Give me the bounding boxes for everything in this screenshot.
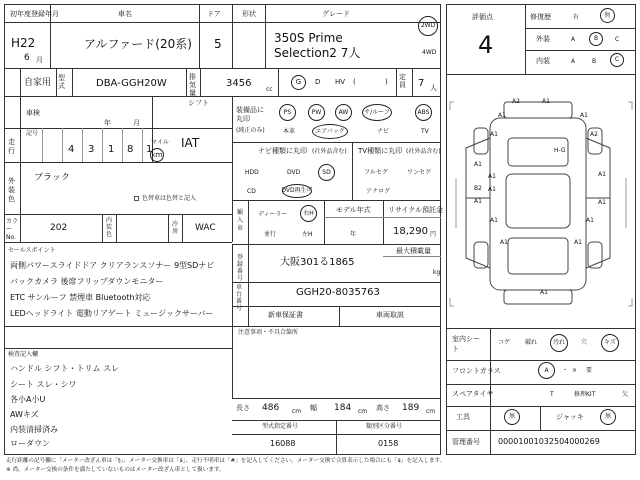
option-tv: TV [421, 128, 429, 135]
capacity-value: 7 [418, 78, 425, 89]
color-value: ブラック [34, 173, 70, 183]
option-airbag: エアバック [312, 124, 348, 139]
navi-cd: CD [247, 188, 256, 195]
grade-a: A [571, 58, 576, 65]
displacement-label: 排気量 [189, 73, 196, 97]
reg-era-year: H22 [11, 36, 36, 50]
height-value: 189 [402, 403, 420, 413]
spare-kit: 修理KIT [574, 391, 596, 398]
shift-value: IAT [181, 136, 200, 150]
displacement-value: 3456 [226, 78, 252, 89]
footer-note: 走行距離の記号欄に「メーター改ざん車は「§」、メーター交換車は「$」、走行不明車は「#」を記入してください。メーター交換で合算表示した場合にも「$」を記入します。 [6, 458, 446, 464]
damage-mark: A1 [490, 217, 498, 224]
reg-date-label: 初年度登録年月 [10, 10, 59, 18]
seat-tear: 破れ [525, 339, 538, 346]
inspection-label: 車検 [26, 109, 40, 117]
seat-scratch: キズ [601, 334, 619, 352]
notes-label: 注意事項・不具合箇所 [238, 329, 299, 336]
repair-yes: 有 [573, 14, 580, 21]
spare-t: T [550, 391, 554, 398]
repair-history-label: 修復歴 [530, 13, 551, 21]
damage-mark: A1 [598, 199, 606, 206]
mileage-unit-mile: マイル [151, 139, 169, 146]
length-label: 長さ [236, 404, 250, 412]
damage-mark: A1 [488, 186, 496, 193]
height-label: 高さ [376, 404, 390, 412]
tv-title: TV種類に丸印 [358, 147, 403, 155]
width-unit: cm [358, 408, 368, 415]
option-pw: PW [308, 104, 325, 121]
tools-label: 工具 [456, 413, 470, 421]
exterior-grade-b: B [589, 32, 603, 46]
spare-tire-label: スペアタイヤ [452, 390, 494, 398]
inspection-note-line: 内装清掃済み [10, 425, 58, 434]
damage-mark: A1 [474, 161, 482, 168]
mileage-unit-km: km [150, 148, 164, 162]
doors-label: ドア [207, 10, 221, 18]
sales-points-label: セールスポイント [8, 247, 56, 254]
model-code: DBA-GGH20W [96, 78, 167, 89]
damage-mark: A2 [512, 98, 520, 105]
grade-label: グレード [322, 10, 350, 18]
mileage-digit: 1 [108, 144, 115, 155]
inspection-note-line: ハンドル シフト・トリム スレ [10, 364, 120, 373]
damage-mark: B2 [474, 185, 482, 192]
option-navi: ナビ [377, 128, 390, 135]
option-abs: ABS [415, 104, 432, 121]
manual-label: 車両取説 [376, 311, 404, 319]
damage-mark: A1 [490, 131, 498, 138]
exterior-grade-label: 外装 [536, 35, 550, 43]
windshield-a: A [538, 362, 555, 379]
width-label: 幅 [310, 404, 317, 412]
inspection-note-line: AWキズ [10, 410, 39, 419]
damage-mark: A1 [500, 239, 508, 246]
color-no-value: 202 [50, 223, 68, 233]
options-subtitle: (純正のみ) [236, 127, 265, 134]
warranty-label: 新車保証書 [268, 311, 303, 319]
tools-none: 無 [504, 409, 520, 425]
recycle-label: リサイクル預託金 [388, 206, 444, 214]
usage-value: 自家用 [24, 78, 52, 88]
spare-missing: 欠 [622, 391, 629, 398]
color-label: 外装色 [8, 177, 15, 203]
damage-mark: A2 [590, 131, 598, 138]
fuel-paren-close: ) [385, 78, 388, 86]
fuel-gasoline: G [291, 75, 306, 90]
color-note: 色替車は色替と記入 [142, 195, 197, 202]
capacity-unit: 人 [430, 84, 437, 92]
reg-month-unit: 月 [36, 56, 43, 64]
fuel-diesel: D [315, 78, 321, 86]
navi-sd: SD [318, 164, 335, 181]
tv-fullseg: フルセグ [364, 169, 388, 176]
repair-none: 無 [600, 8, 615, 23]
sales-point-line: ETC サンルーフ 禁煙車 Bluetooth対応 [10, 293, 151, 302]
navi-dvd-playback: DVD再生可 [282, 184, 312, 198]
navi-subtitle: (社外品含む) [312, 148, 347, 155]
mileage-digit: 4 [68, 144, 75, 155]
damage-mark: A1 [586, 217, 594, 224]
mileage-digit: 3 [88, 144, 95, 155]
interior-seat-label: 室内シート [452, 335, 480, 353]
navi-hdd: HDD [245, 169, 259, 176]
import-parallel: 並行 [264, 231, 277, 238]
score-label: 評価点 [472, 13, 493, 21]
inspection-note-line: ローダウン [10, 439, 50, 448]
model-year-label: モデル年式 [336, 206, 371, 214]
mileage-symbol-label: 記号 [26, 130, 39, 137]
damage-mark: A1 [580, 112, 588, 119]
doors-value: 5 [214, 37, 222, 51]
model-label: 型式 [58, 74, 65, 90]
jack-none: 無 [600, 409, 616, 425]
diagram-center-mark: H-G [554, 147, 566, 154]
class-no-label: 類別区分番号 [366, 423, 403, 430]
seat-hole: 穴 [581, 339, 588, 346]
sales-point-line: 両側パワースライドドア クリアランスソナー 9型SDナビ [10, 261, 215, 270]
chassis-value: GGH20-8035763 [296, 287, 380, 298]
tv-oneseg: ワンセグ [407, 169, 432, 176]
jack-label: ジャッキ [556, 413, 584, 421]
inspection-note-line: シート スレ・シワ [10, 380, 77, 389]
width-value: 184 [334, 403, 352, 413]
plate-value: 大阪301る1865 [280, 257, 355, 268]
navi-title: ナビ種類に丸印 [258, 147, 307, 155]
length-value: 486 [262, 403, 280, 413]
windshield-label: フロントガラス [452, 367, 501, 375]
fuel-paren-open: ( [353, 78, 356, 86]
car-name: アルファード(20系) [84, 37, 192, 51]
mileage-label: 走行 [8, 138, 15, 155]
option-sunroof: サ/ルーフ [362, 104, 392, 121]
management-no-label: 管理番号 [452, 438, 480, 446]
grade-b: B [592, 58, 597, 65]
sales-point-line: バックカメラ 後席フリップダウンモニター [10, 277, 164, 286]
seat-stain: 汚れ [550, 334, 568, 352]
tv-subtitle: (社外品含む) [406, 148, 441, 155]
ac-label: 冷房 [172, 221, 179, 235]
plate-label: 登録番号 [237, 254, 244, 282]
model-year-unit: 年 [350, 231, 357, 238]
drive-4wd: 4WD [422, 49, 437, 56]
model-spec-label: 型式指定番号 [262, 423, 299, 430]
shape-label: 形状 [242, 10, 256, 18]
shift-label: シフト [188, 99, 209, 107]
fuel-hybrid: HV [335, 78, 346, 86]
class-no-value: 0158 [378, 439, 399, 448]
options-title: 装備品に丸印 [236, 106, 264, 123]
ac-value: WAC [195, 223, 216, 233]
displacement-unit: cc [266, 86, 273, 93]
color-no-label: カラーNo. [6, 218, 19, 241]
interior-color-label: 内装色 [106, 217, 113, 238]
mileage-digit: 1 [146, 144, 153, 155]
windshield-req: 要 [586, 367, 593, 374]
import-dealer: ディーラー [258, 211, 288, 218]
option-aw: AW [335, 104, 352, 121]
damage-mark: A1 [598, 171, 606, 178]
option-ps: PS [279, 104, 296, 121]
max-load-label: 最大積載量 [396, 247, 431, 255]
damage-mark: A1 [574, 239, 582, 246]
max-load-unit: kg [433, 269, 441, 276]
drive-2wd-badge: 2WD [418, 16, 438, 36]
windshield-sep: ・ [562, 367, 569, 374]
damage-mark: A1 [498, 112, 506, 119]
sales-point-line: LEDヘッドライト 電動リアゲート ミュージックサーバー [10, 309, 214, 318]
option-leather: 本革 [283, 128, 296, 135]
interior-grade-c: C [610, 53, 624, 67]
footer-note: ※ 尚、メーター交換の条件を満たしていないものはメーター改ざん車として扱います。 [6, 467, 225, 473]
car-name-label: 車名 [118, 10, 132, 18]
import-label: 輸入車 [237, 209, 244, 232]
grade-c: C [615, 36, 620, 43]
grade-a: A [571, 36, 576, 43]
reg-month: 6 [24, 53, 30, 63]
navi-dvd: DVD [287, 169, 301, 176]
grade-value: 350S Prime Selection2 7人 [274, 31, 361, 60]
inspection-year-unit: 年 [104, 119, 111, 127]
color-change-checkbox [134, 196, 139, 201]
model-spec-value: 16088 [270, 439, 296, 448]
damage-mark: A1 [542, 98, 550, 105]
interior-grade-label: 内装 [536, 57, 550, 65]
capacity-label: 定員 [399, 73, 406, 89]
recycle-unit: 円 [430, 231, 437, 238]
chassis-label: 車台番号 [236, 284, 243, 312]
height-unit: cm [426, 408, 436, 415]
windshield-cross: × [572, 367, 578, 374]
length-unit: cm [292, 408, 302, 415]
management-no-value: 00001001032504000269 [498, 437, 600, 446]
damage-mark: A1 [488, 173, 496, 180]
import-left-hand: 左H [302, 231, 313, 238]
damage-mark: A1 [474, 198, 482, 205]
inspection-month-unit: 月 [133, 119, 140, 127]
damage-mark: A1 [540, 289, 548, 296]
mileage-digit: 8 [127, 144, 134, 155]
inspection-note-line: 各小A小U [10, 395, 46, 404]
import-right-hand: 右H [300, 205, 317, 222]
seat-burn: コゲ [498, 339, 511, 346]
inspection-notes-label: 検査記入欄 [8, 351, 39, 358]
tv-analog: アナログ [366, 188, 391, 195]
score-value: 4 [478, 31, 494, 59]
recycle-value: 18,290 [393, 226, 428, 237]
